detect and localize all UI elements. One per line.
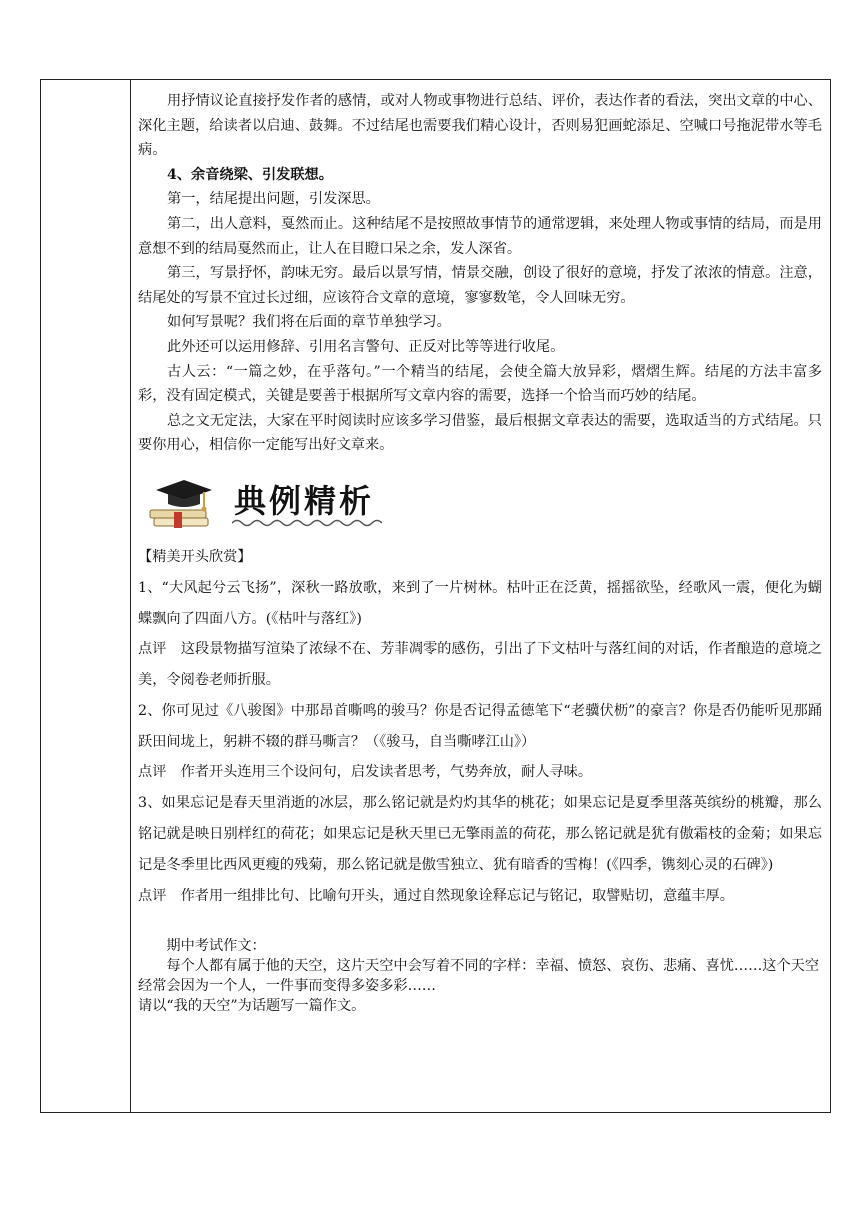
comment-1: 点评 这段景物描写渲染了浓绿不在、芳菲凋零的感伤，引出了下文枯叶与落红间的对话，作者酿造的意境之美，令阅卷老师折服。 bbox=[138, 641, 822, 689]
exam-prompt: 请以“我的天空”为话题写一篇作文。 bbox=[138, 998, 366, 1015]
section-banner bbox=[146, 470, 822, 534]
paragraph-ancient-quote: 古人云：“一篇之妙，在乎落句。”一个精当的结尾，会使全篇大放异彩，熠熠生辉。结尾的方法丰富多彩，没有固定模式，关键是要善于根据所写文章内容的需要，选择一个恰当而巧妙的结尾。 bbox=[138, 363, 822, 405]
comment-2: 点评 作者开头连用三个设问句，启发读者思考，气势奔放，耐人寻味。 bbox=[138, 764, 593, 781]
comment-3: 点评 作者用一组排比句、比喻句开头，通过自然现象诠释忘记与铭记，取譬贴切，意蕴丰厚。 bbox=[138, 887, 734, 904]
examples-heading: 【精美开头欣赏】 bbox=[138, 548, 252, 565]
graduation-cap-icon bbox=[146, 470, 216, 534]
paragraph-second: 第二，出人意料，戛然而止。这种结尾不是按照故事情节的通常逻辑，来处理人物或事情的结局，而是用意想不到的结局戛然而止，让人在目瞪口呆之余，发人深省。 bbox=[138, 215, 822, 257]
paragraph-other-methods: 此外还可以运用修辞、引用名言警句、正反对比等等进行收尾。 bbox=[167, 338, 565, 355]
table-frame bbox=[40, 79, 831, 1113]
paragraph-first: 第一，结尾提出问题，引发深思。 bbox=[167, 191, 380, 208]
banner-title: 典例精析 bbox=[234, 481, 375, 520]
section-heading-4: 4、余音绕梁、引发联想。 bbox=[167, 166, 333, 183]
content-cell bbox=[138, 80, 822, 1016]
exam-title: 期中考试作文： bbox=[138, 938, 266, 955]
example-2: 2、你可见过《八骏图》中那昂首嘶鸣的骏马？你是否记得孟德笔下“老骥伏枥”的豪言？你是否仍能听见那踊跃田间垅上，躬耕不辍的群马嘶言？（《骏马，自当嘶哮江山》） bbox=[138, 702, 822, 750]
paragraph-third: 第三，写景抒怀，韵味无穷。最后以景写情，情景交融，创设了很好的意境，抒发了浓浓的情意。注意，结尾处的写景不宜过长过细，应该符合文章的意境，寥寥数笔，令人回味无穷。 bbox=[138, 265, 822, 306]
example-3: 3、如果忘记是春天里消逝的冰层，那么铭记就是灼灼其华的桃花；如果忘记是夏季里落英缤纷的桃瓣，那么铭记就是映日别样红的荷花；如果忘记是秋天里已无擎雨盖的荷花，那么铭记就是犹有傲霜枝的金菊；如果忘记是冬季里比西风更瘦的残菊，那么铭记就是傲雪独立、犹有暗香的雪梅！(《四季，镌刻心灵的石碑》) bbox=[138, 795, 822, 873]
wave-underline bbox=[232, 518, 382, 528]
left-column-cell bbox=[41, 80, 131, 1112]
exam-body: 每个人都有属于他的天空，这片天空中会写着不同的字样：幸福、愤怒、哀伤、悲痛、喜忧……这个天空经常会因为一个人，一件事而变得多姿多彩…… bbox=[138, 958, 820, 995]
paragraph-scenery-question: 如何写景呢？我们将在后面的章节单独学习。 bbox=[167, 314, 451, 331]
paragraph-conclusion: 总之文无定法，大家在平时阅读时应该多学习借鉴，最后根据文章表达的需要，选取适当的方式结尾。只要你用心，相信你一定能写出好文章来。 bbox=[138, 412, 822, 454]
example-1: 1、“大风起兮云飞扬”，深秋一路放歌，来到了一片树林。枯叶正在泛黄，摇摇欲坠，经歌风一震，便化为蝴蝶飘向了四面八方。(《枯叶与落红》) bbox=[138, 579, 822, 627]
paragraph-lyrical-ending: 用抒情议论直接抒发作者的感情，或对人物或事物进行总结、评价，表达作者的看法，突出文章的中心、深化主题，给读者以启迪、鼓舞。不过结尾也需要我们精心设计，否则易犯画蛇添足、空喊口号拖泥带水等毛病。 bbox=[138, 93, 822, 159]
